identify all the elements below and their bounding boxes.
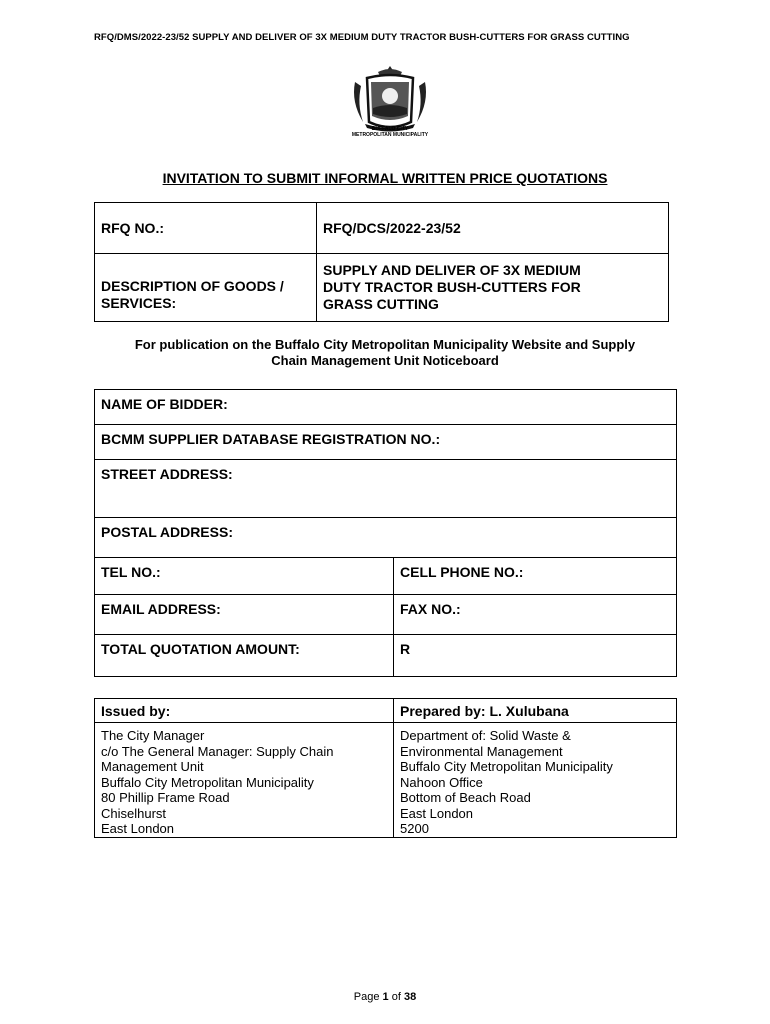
prepared-by-address: Department of: Solid Waste & Environmental Management Buffalo City Metropolitan Municipality Nahoon Office Bottom of Beach Road East London 5200: [394, 723, 677, 838]
publication-note: For publication on the Buffalo City Metropolitan Municipality Website and Supply Chain Management Unit Noticeboard: [134, 337, 636, 368]
postal-address-field[interactable]: POSTAL ADDRESS:: [95, 518, 677, 558]
bidder-details-table: [94, 389, 677, 677]
fax-no-field[interactable]: FAX NO.:: [394, 595, 677, 635]
issued-prepared-table: [94, 698, 677, 838]
tel-no-field[interactable]: TEL NO.:: [95, 558, 394, 595]
cell-phone-field[interactable]: CELL PHONE NO.:: [394, 558, 677, 595]
description-value: SUPPLY AND DELIVER OF 3X MEDIUM DUTY TRACTOR BUSH-CUTTERS FOR GRASS CUTTING: [317, 254, 669, 322]
page-number: Page 1 of 38: [353, 991, 417, 1003]
bidder-name-field[interactable]: NAME OF BIDDER:: [95, 390, 677, 425]
total-quotation-amount-field[interactable]: R: [394, 635, 677, 677]
email-address-field[interactable]: EMAIL ADDRESS:: [95, 595, 394, 635]
page-title: INVITATION TO SUBMIT INFORMAL WRITTEN PRICE QUOTATIONS: [162, 170, 608, 186]
logo-caption: BUFFALO CITY METROPOLITAN MUNICIPALITY: [351, 126, 429, 138]
issued-by-label: Issued by:: [95, 699, 394, 723]
document-header: RFQ/DMS/2022-23/52 SUPPLY AND DELIVER OF 3X MEDIUM DUTY TRACTOR BUSH-CUTTERS FOR GRASS CUTTING: [94, 32, 630, 43]
issued-by-address: The City Manager c/o The General Manager: Supply Chain Management Unit Buffalo City Metropolitan Municipality 80 Phillip Frame Road Chiselhurst East London: [95, 723, 394, 838]
rfq-details-table: [94, 202, 669, 322]
rfq-no-value: RFQ/DCS/2022-23/52: [317, 203, 669, 254]
total-quotation-label: TOTAL QUOTATION AMOUNT:: [95, 635, 394, 677]
prepared-by-label: Prepared by: L. Xulubana: [394, 699, 677, 723]
street-address-field[interactable]: STREET ADDRESS:: [95, 460, 677, 518]
rfq-no-label: RFQ NO.:: [95, 203, 317, 254]
supplier-registration-field[interactable]: BCMM SUPPLIER DATABASE REGISTRATION NO.:: [95, 425, 677, 460]
description-label: DESCRIPTION OF GOODS / SERVICES:: [95, 254, 317, 322]
